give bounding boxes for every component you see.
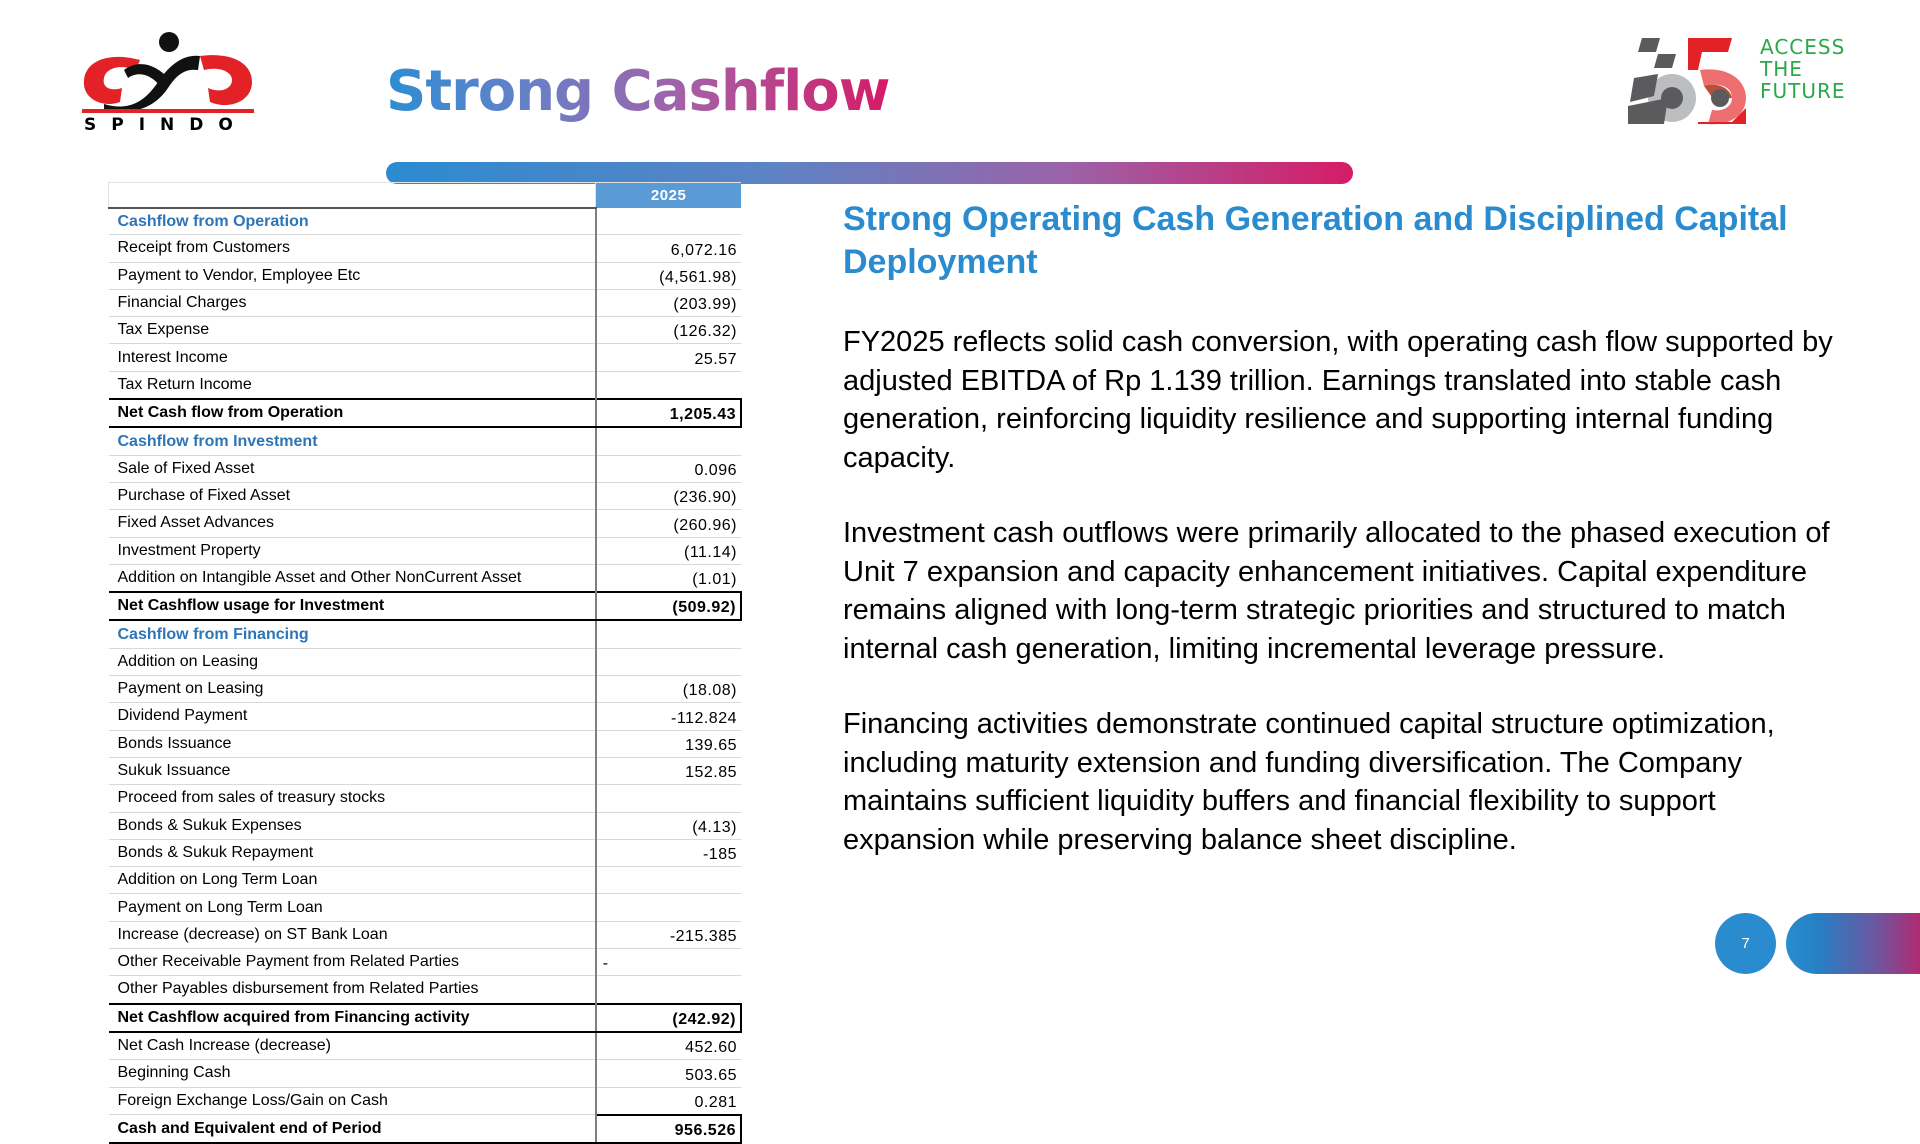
- row-value: 6,072.16: [596, 235, 741, 262]
- row-label: Foreign Exchange Loss/Gain on Cash: [109, 1087, 596, 1115]
- table-row: [109, 921, 742, 948]
- table-row: [109, 482, 742, 509]
- table-row: [109, 867, 742, 894]
- row-value: (260.96): [596, 510, 741, 537]
- row-label: Bonds & Sukuk Expenses: [109, 812, 596, 839]
- row-label: Sukuk Issuance: [109, 757, 596, 784]
- row-label: Bonds Issuance: [109, 730, 596, 757]
- row-value: (1.01): [596, 564, 741, 592]
- table-header-label-cell: [109, 183, 596, 209]
- row-value: -: [596, 949, 741, 976]
- row-label: Investment Property: [109, 537, 596, 564]
- table-row: [109, 510, 742, 537]
- section-header-row: [109, 208, 742, 235]
- row-label: Other Receivable Payment from Related Parties: [109, 949, 596, 976]
- table-row: [109, 371, 742, 399]
- row-label: Cashflow from Investment: [109, 427, 596, 455]
- row-value: 1,205.43: [596, 399, 741, 427]
- table-row: [109, 812, 742, 839]
- row-label: Financial Charges: [109, 289, 596, 316]
- row-label: Interest Income: [109, 344, 596, 371]
- anniversary-35-logo: [1628, 36, 1753, 126]
- row-value: (18.08): [596, 676, 741, 703]
- row-label: Proceed from sales of treasury stocks: [109, 785, 596, 812]
- total-row: [109, 592, 742, 620]
- row-value: (242.92): [596, 1004, 741, 1032]
- table-row: [109, 703, 742, 730]
- row-label: Addition on Leasing: [109, 648, 596, 675]
- table-row: [109, 949, 742, 976]
- total-row: [109, 399, 742, 427]
- table-row: [109, 839, 742, 866]
- row-value: 0.096: [596, 455, 741, 482]
- row-label: Other Payables disbursement from Related Parties: [109, 976, 596, 1004]
- row-label: Net Cashflow usage for Investment: [109, 592, 596, 620]
- row-value: 503.65: [596, 1060, 741, 1087]
- page-title: Strong Cashflow: [386, 56, 890, 128]
- row-label: Increase (decrease) on ST Bank Loan: [109, 921, 596, 948]
- table-row: [109, 344, 742, 371]
- total-row: [109, 1115, 742, 1143]
- row-value: [596, 620, 741, 648]
- table-row: [109, 757, 742, 784]
- row-value: [596, 648, 741, 675]
- row-value: 152.85: [596, 757, 741, 784]
- row-value: [596, 427, 741, 455]
- table-row: [109, 262, 742, 289]
- title-underline-bar: [386, 162, 1353, 184]
- row-value: [596, 208, 741, 235]
- row-value: [596, 785, 741, 812]
- row-value: [596, 867, 741, 894]
- year-header: 2025: [596, 183, 741, 209]
- commentary-paragraph-financing: Financing activities demonstrate continued capital structure optimization, including maturity extension and funding diversification. The Company maintains sufficient liquidity buffers and financial flexibility to support expansion while preserving balance sheet discipline.: [843, 708, 1775, 856]
- row-value: (4,561.98): [596, 262, 741, 289]
- tagline-line-2: THE: [1760, 57, 1803, 81]
- row-value: -215.385: [596, 921, 741, 948]
- table-header-row: [109, 183, 742, 209]
- row-value: 956.526: [596, 1115, 741, 1143]
- row-value: [596, 976, 741, 1004]
- row-label: Fixed Asset Advances: [109, 510, 596, 537]
- row-value: [596, 894, 741, 921]
- row-label: Net Cashflow acquired from Financing activity: [109, 1004, 596, 1032]
- commentary-paragraph-operations: FY2025 reflects solid cash conversion, with operating cash flow supported by adjusted EBITDA of Rp 1.139 trillion. Earnings translated into stable cash generation, reinforcing liquidity resilience and supporting internal funding capacity.: [843, 326, 1833, 474]
- page-number-badge: 7: [1715, 913, 1776, 974]
- row-label: Addition on Intangible Asset and Other NonCurrent Asset: [109, 564, 596, 592]
- row-label: Beginning Cash: [109, 1060, 596, 1087]
- row-label: Tax Return Income: [109, 371, 596, 399]
- row-value: (509.92): [596, 592, 741, 620]
- row-value: (4.13): [596, 812, 741, 839]
- anniversary-35-icon: [1628, 36, 1753, 126]
- commentary-heading: Strong Operating Cash Generation and Disciplined Capital Deployment: [843, 200, 1788, 281]
- row-label: Payment on Leasing: [109, 676, 596, 703]
- table-row: [109, 785, 742, 812]
- anniversary-tagline: [1760, 36, 1846, 102]
- section-header-row: [109, 620, 742, 648]
- table-row: [109, 564, 742, 592]
- row-label: Net Cash Increase (decrease): [109, 1032, 596, 1060]
- commentary-paragraph-investment: Investment cash outflows were primarily allocated to the phased execution of Unit 7 expansion and capacity enhancement initiatives. Capital expenditure remains aligned with long-term strategic priorities and structured to match internal cash generation, limiting incremental leverage pressure.: [843, 517, 1830, 665]
- row-value: (11.14): [596, 537, 741, 564]
- table-row: [109, 1087, 742, 1115]
- commentary-panel: [843, 198, 1833, 859]
- table-row: [109, 235, 742, 262]
- table-row: [109, 455, 742, 482]
- tagline-line-1: ACCESS: [1760, 35, 1846, 59]
- row-value: -112.824: [596, 703, 741, 730]
- table-row: [109, 894, 742, 921]
- table-row: [109, 1032, 742, 1060]
- row-value: (236.90): [596, 482, 741, 509]
- table-row: [109, 289, 742, 316]
- row-label: Receipt from Customers: [109, 235, 596, 262]
- spindo-logo-icon: [80, 30, 256, 116]
- tagline-line-3: FUTURE: [1760, 79, 1846, 103]
- row-label: Net Cash flow from Operation: [109, 399, 596, 427]
- row-value: 452.60: [596, 1032, 741, 1060]
- spindo-logo-text: SPINDO: [84, 115, 248, 135]
- row-label: Tax Expense: [109, 317, 596, 344]
- row-label: Payment on Long Term Loan: [109, 894, 596, 921]
- table-row: [109, 730, 742, 757]
- row-label: Dividend Payment: [109, 703, 596, 730]
- footer-gradient-pill: [1786, 913, 1920, 974]
- table-row: [109, 976, 742, 1004]
- total-row: [109, 1004, 742, 1032]
- row-label: Cash and Equivalent end of Period: [109, 1115, 596, 1143]
- row-value: (126.32): [596, 317, 741, 344]
- table-row: [109, 537, 742, 564]
- row-label: Payment to Vendor, Employee Etc: [109, 262, 596, 289]
- table-row: [109, 1060, 742, 1087]
- row-label: Cashflow from Financing: [109, 620, 596, 648]
- row-label: Addition on Long Term Loan: [109, 867, 596, 894]
- row-value: [596, 371, 741, 399]
- row-label: Bonds & Sukuk Repayment: [109, 839, 596, 866]
- row-value: 139.65: [596, 730, 741, 757]
- row-label: Sale of Fixed Asset: [109, 455, 596, 482]
- table-row: [109, 676, 742, 703]
- cashflow-table: [108, 182, 742, 1144]
- table-row: [109, 648, 742, 675]
- table-row: [109, 317, 742, 344]
- section-header-row: [109, 427, 742, 455]
- row-label: Cashflow from Operation: [109, 208, 596, 235]
- row-value: -185: [596, 839, 741, 866]
- row-value: (203.99): [596, 289, 741, 316]
- row-value: 0.281: [596, 1087, 741, 1115]
- row-label: Purchase of Fixed Asset: [109, 482, 596, 509]
- row-value: 25.57: [596, 344, 741, 371]
